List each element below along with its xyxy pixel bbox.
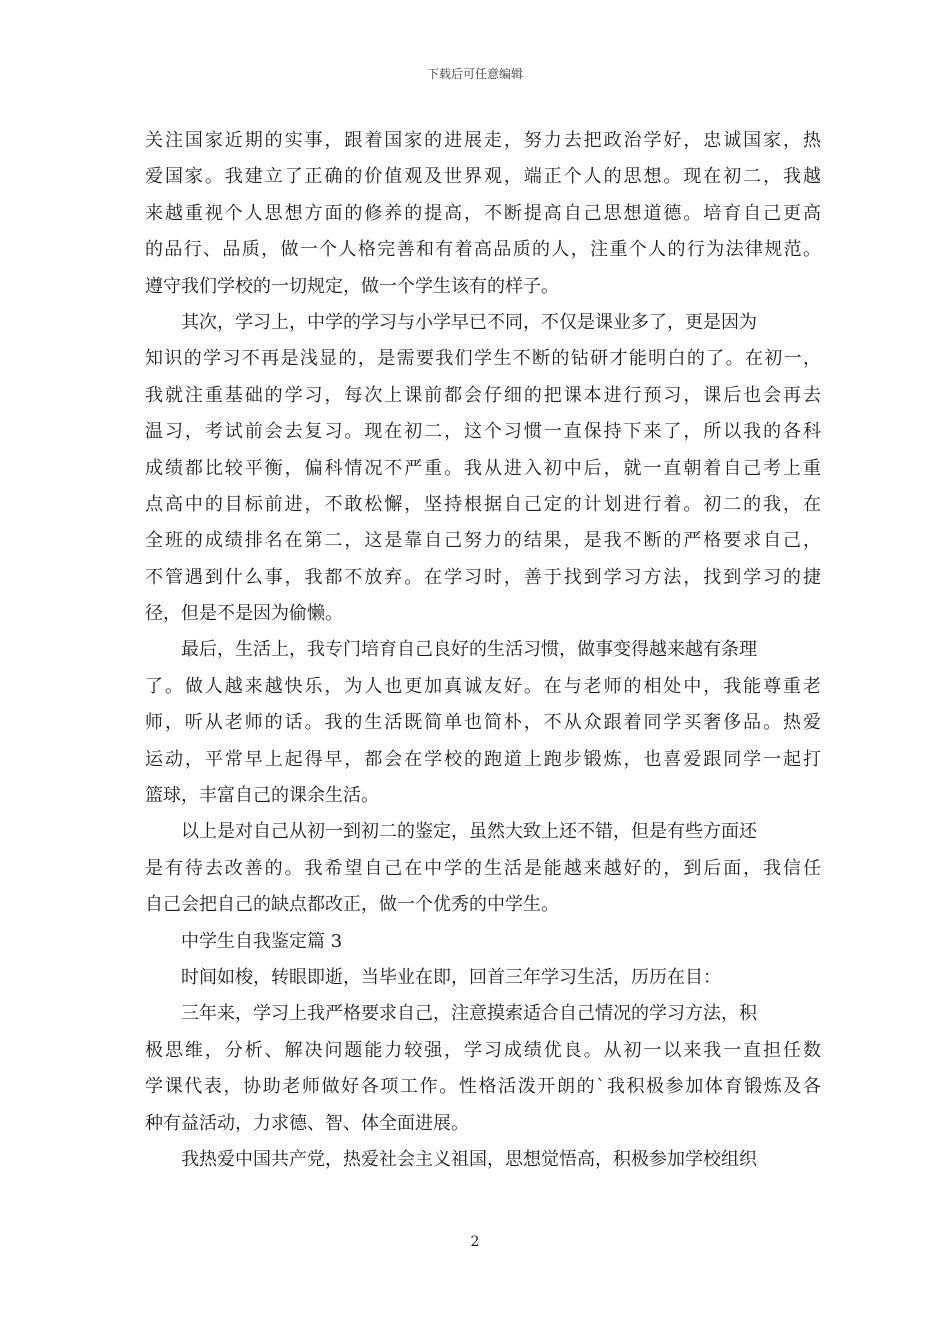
- text-line-content: 以上是对自己从初一到初二的鉴定，虽然大致上还不错，但是有些方面还: [181, 821, 757, 843]
- text-line-content: 时间如梭，转眼即逝，当毕业在即，回首三年学习生活，历历在目：: [181, 966, 721, 988]
- text-line-content: 爱国家。我建立了正确的价值观及世界观，端正个人的思想。现在初二，我越: [145, 166, 823, 188]
- text-line-content: 学课代表，协助老师做好各项工作。性格活泼开朗的`我积极参加体育锻炼及各: [145, 1076, 823, 1098]
- text-line: [145, 1106, 821, 1142]
- text-line-content: 温习，考试前会去复习。现在初二，这个习惯一直保持下来了，所以我的各科: [145, 421, 823, 443]
- text-line-content: 遵守我们学校的一切规定，做一个学生该有的样子。: [145, 275, 559, 297]
- text-line-content: 篮球，丰富自己的课余生活。: [145, 785, 379, 807]
- text-line: [145, 851, 821, 887]
- text-line: [145, 232, 821, 268]
- text-line: [145, 451, 821, 487]
- text-line-content: 点高中的目标前进，不敢松懈，坚持根据自己定的计划进行着。初二的我，在: [145, 493, 823, 515]
- document-body: [145, 123, 821, 1178]
- text-line: [145, 632, 821, 668]
- text-line: [145, 269, 821, 305]
- text-line: [145, 560, 821, 596]
- text-line-content: 了。做人越来越快乐，为人也更加真诚友好。在与老师的相处中，我能尊重老: [145, 675, 823, 697]
- text-line: [145, 1033, 821, 1069]
- text-line: [145, 887, 821, 923]
- text-line-content: 我就注重基础的学习，每次上课前都会仔细的把课本进行预习，课后也会再去: [145, 384, 823, 406]
- text-line-content: 成绩都比较平衡，偏科情况不严重。我从进入初中后，就一直朝着自己考上重: [145, 457, 823, 479]
- text-line-content: 是有待去改善的。我希望自己在中学的生活是能越来越好的，到后面，我信任: [145, 857, 823, 879]
- text-line: [145, 742, 821, 778]
- text-line: [145, 305, 821, 341]
- text-line-content: 我热爱中国共产党，热爱社会主义祖国，思想觉悟高，积极参加学校组织: [181, 1148, 757, 1170]
- text-line: [145, 705, 821, 741]
- text-line: [145, 196, 821, 232]
- text-line-content: 运动，平常早上起得早，都会在学校的跑道上跑步锻炼，也喜爱跟同学一起打: [145, 748, 823, 770]
- text-line: [145, 414, 821, 450]
- text-line: [145, 996, 821, 1032]
- text-line: [145, 487, 821, 523]
- text-line: [145, 814, 821, 850]
- page-number: 2: [470, 1234, 480, 1250]
- text-line-content: 不管遇到什么事，我都不放弃。在学习时，善于找到学习方法，找到学习的捷: [145, 566, 823, 588]
- text-line: [145, 1069, 821, 1105]
- text-line: [145, 159, 821, 195]
- text-line: [145, 523, 821, 559]
- text-line-content: 知识的学习不再是浅显的，是需要我们学生不断的钻研才能明白的了。在初一，: [145, 348, 823, 370]
- text-line-content: 三年来，学习上我严格要求自己，注意摸索适合自己情况的学习方法，积: [181, 1003, 757, 1025]
- text-line-content: 其次，学习上，中学的学习与小学早已不同，不仅是课业多了，更是因为: [181, 311, 757, 333]
- text-line: [145, 341, 821, 377]
- text-line: [145, 960, 821, 996]
- page-header: 下载后可任意编辑: [426, 67, 523, 81]
- text-line: [145, 596, 821, 632]
- text-line-content: 的品行、品质，做一个人格完善和有着高品质的人，注重个人的行为法律规范。: [145, 239, 823, 261]
- text-line-content: 来越重视个人思想方面的修养的提高，不断提高自己思想道德。培育自己更高: [145, 202, 823, 224]
- text-line-content: 极思维，分析、解决问题能力较强，学习成绩优良。从初一以来我一直担任数: [145, 1039, 823, 1061]
- text-line-content: 师，听从老师的话。我的生活既简单也简朴，不从众跟着同学买奢侈品。热爱: [145, 712, 823, 734]
- text-line: [145, 123, 821, 159]
- text-line-content: 关注国家近期的实事，跟着国家的进展走，努力去把政治学好，忠诚国家，热: [145, 130, 823, 151]
- text-line-content: 最后，生活上，我专门培育自己良好的生活习惯，做事变得越来越有条理: [181, 639, 757, 661]
- text-line-content: 自己会把自己的缺点都改正，做一个优秀的中学生。: [145, 894, 559, 916]
- text-line: [145, 378, 821, 414]
- text-line-content: 径，但是不是因为偷懒。: [145, 603, 343, 625]
- text-line: [145, 669, 821, 705]
- text-line: [145, 1142, 821, 1178]
- text-line-content: 全班的成绩排名在第二，这是靠自己努力的结果，是我不断的严格要求自己，: [145, 530, 823, 552]
- text-line-content: 中学生自我鉴定篇 3: [181, 930, 343, 952]
- text-line-content: 种有益活动，力求德、智、体全面进展。: [145, 1112, 469, 1134]
- text-line: [145, 778, 821, 814]
- text-line: [145, 924, 821, 960]
